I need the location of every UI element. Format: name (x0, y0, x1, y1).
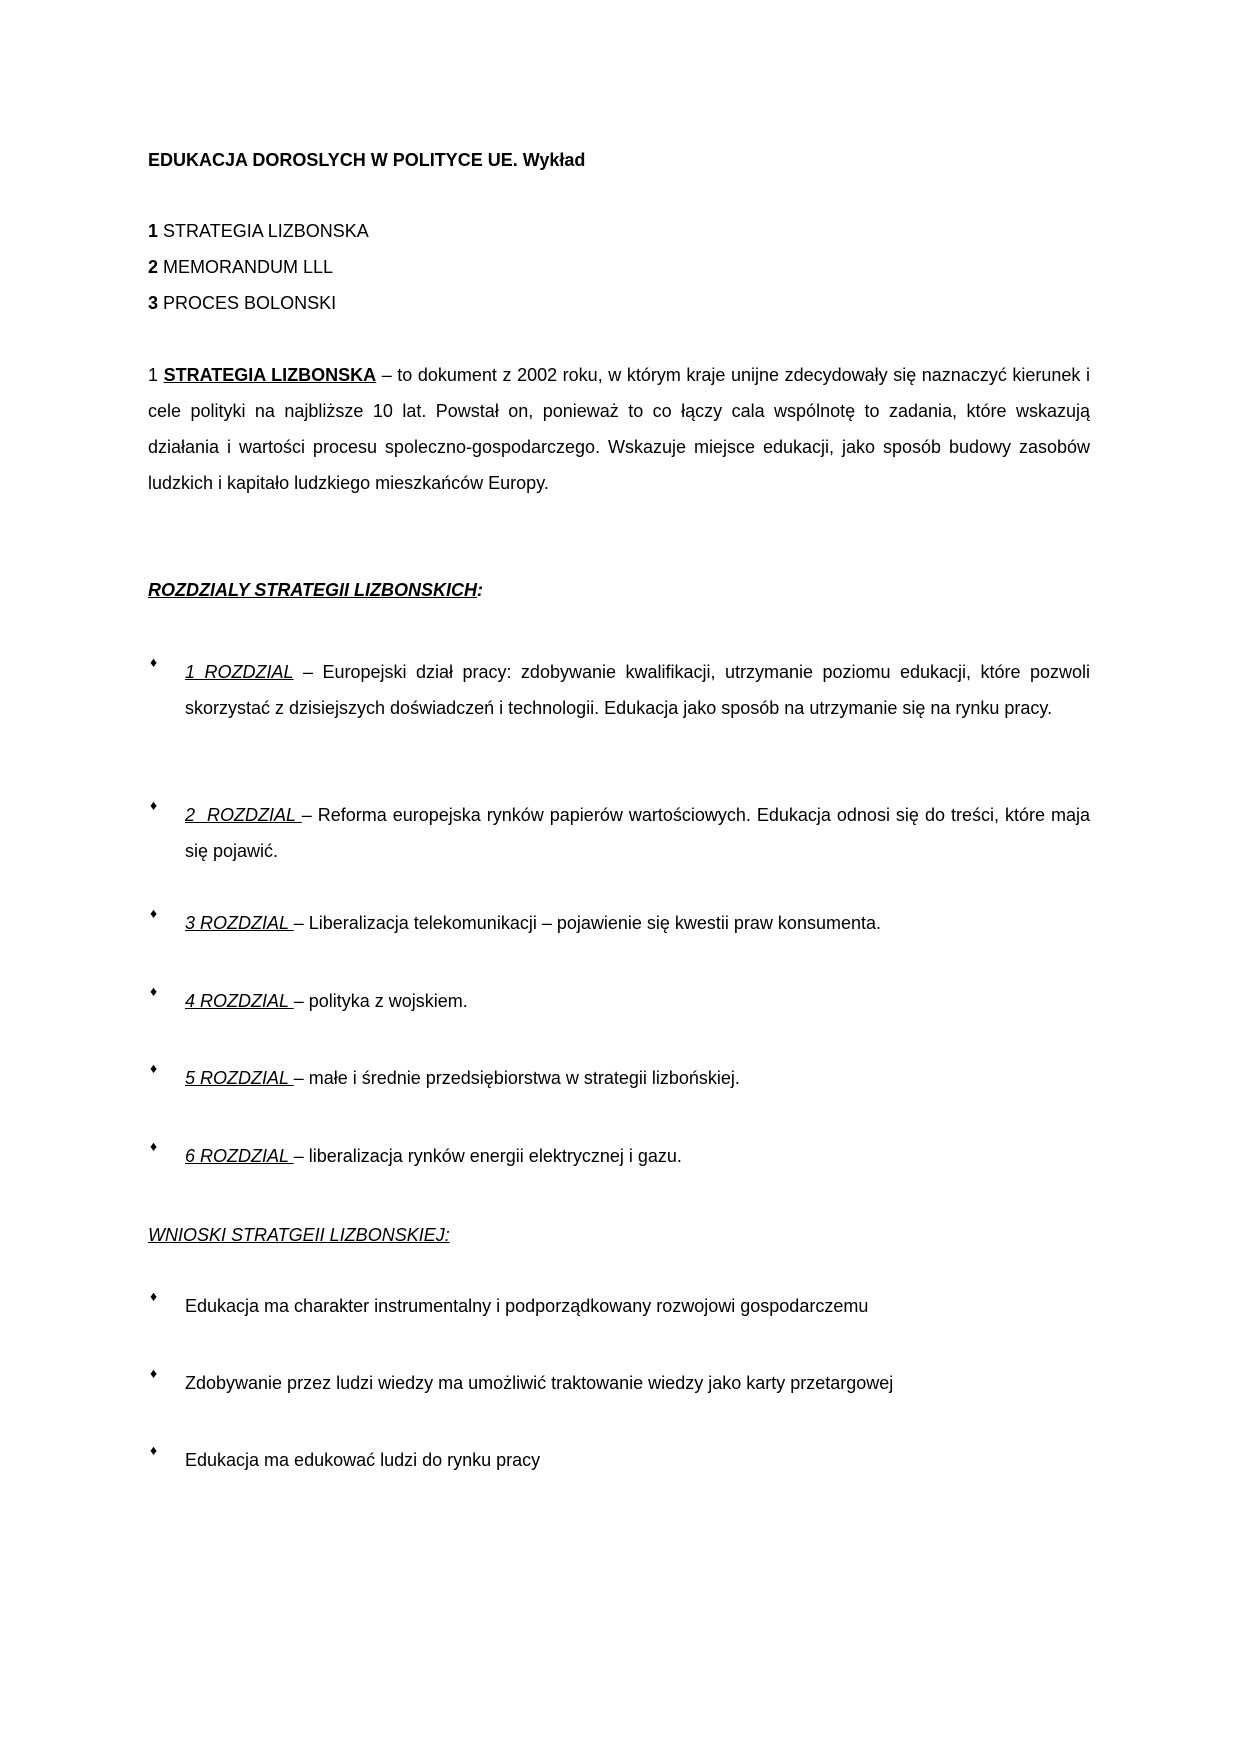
outline-label: STRATEGIA LIZBONSKA (163, 221, 369, 241)
outline-item (148, 249, 1090, 285)
chapter-text: – małe i średnie przedsiębiorstwa w strategii lizbońskiej. (293, 1068, 740, 1088)
diamond-bullet-icon: ♦ (150, 1138, 158, 1154)
diamond-bullet-icon: ♦ (150, 1442, 158, 1458)
conclusion-text: Edukacja ma charakter instrumentalny i podporządkowany rozwojowi gospodarczemu (185, 1296, 869, 1316)
conclusion-text: Zdobywanie przez ludzi wiedzy ma umożliwić traktowanie wiedzy jako karty przetargowej (185, 1373, 894, 1393)
chapter-label: 3 ROZDZIAL (185, 913, 294, 933)
chapter-label: 5 ROZDZIAL (185, 1068, 294, 1088)
chapter-label: 4 ROZDZIAL (185, 991, 294, 1011)
intro-text: – to dokument z 2002 roku, w którym kraje unijne zdecydowały się naznaczyć kierunek i cele polityki na najbliższe 10 lat. Powstał on, ponieważ to co łączy cala wspólnotę to zadania, które wskazują działania i wartości procesu spoleczno-gospodarczego. Wskazuje miejsce edukacji, jako sposób budowy zasobów ludzkich i kapitało ludzkiego mieszkańców Europy. (148, 365, 1090, 493)
title-suffix: Wykład (522, 150, 586, 170)
document-title (148, 142, 1090, 178)
diamond-bullet-icon: ♦ (150, 983, 158, 999)
chapter-text: – liberalizacja rynków energii elektrycznej i gazu. (293, 1146, 682, 1166)
outline-num: 3 (148, 293, 159, 313)
outline-item (148, 213, 1090, 249)
diamond-bullet-icon: ♦ (150, 1365, 158, 1381)
diamond-bullet-icon: ♦ (150, 905, 158, 921)
diamond-bullet-icon: ♦ (150, 1288, 158, 1304)
outline-label: MEMORANDUM LLL (163, 257, 334, 277)
chapter-label: 6 ROZDZIAL (185, 1146, 294, 1166)
conclusions-heading: WNIOSKI STRATGEII LIZBONSKIEJ: (148, 1225, 450, 1245)
diamond-bullet-icon: ♦ (150, 654, 158, 670)
conclusion-text: Edukacja ma edukować ludzi do rynku pracy (185, 1450, 541, 1470)
chapter-text: – Europejski dział pracy: zdobywanie kwalifikacji, utrzymanie poziomu edukacji, które pozwoli skorzystać z dzisiejszych doświadczeń i technologii. Edukacja jako sposób na utrzymanie się na rynku pracy. (185, 662, 1090, 718)
diamond-bullet-icon: ♦ (150, 797, 158, 813)
outline-item (148, 285, 1090, 321)
chapter-text: – polityka z wojskiem. (293, 991, 468, 1011)
chapters-heading-colon: : (477, 580, 483, 600)
chapter-text: – Reforma europejska rynków papierów wartościowych. Edukacja odnosi się do treści, które maja się pojawić. (185, 805, 1090, 861)
diamond-bullet-icon: ♦ (150, 1060, 158, 1076)
intro-term: STRATEGIA LIZBONSKA (163, 365, 377, 385)
intro-num: 1 (148, 365, 159, 385)
chapter-label: 1 ROZDZIAL (185, 662, 294, 682)
outline-label: PROCES BOLONSKI (163, 293, 337, 313)
outline-num: 2 (148, 257, 159, 277)
chapters-heading (148, 572, 1090, 608)
outline-num: 1 (148, 221, 159, 241)
title-main: EDUKACJA DOROSLYCH W POLITYCE UE. (148, 150, 518, 170)
chapter-label: 2 ROZDZIAL (185, 805, 302, 825)
intro-paragraph (148, 357, 1090, 501)
chapter-text: – Liberalizacja telekomunikacji – pojawienie się kwestii praw konsumenta. (293, 913, 881, 933)
chapters-heading-text: ROZDZIALY STRATEGII LIZBONSKICH (148, 580, 477, 600)
